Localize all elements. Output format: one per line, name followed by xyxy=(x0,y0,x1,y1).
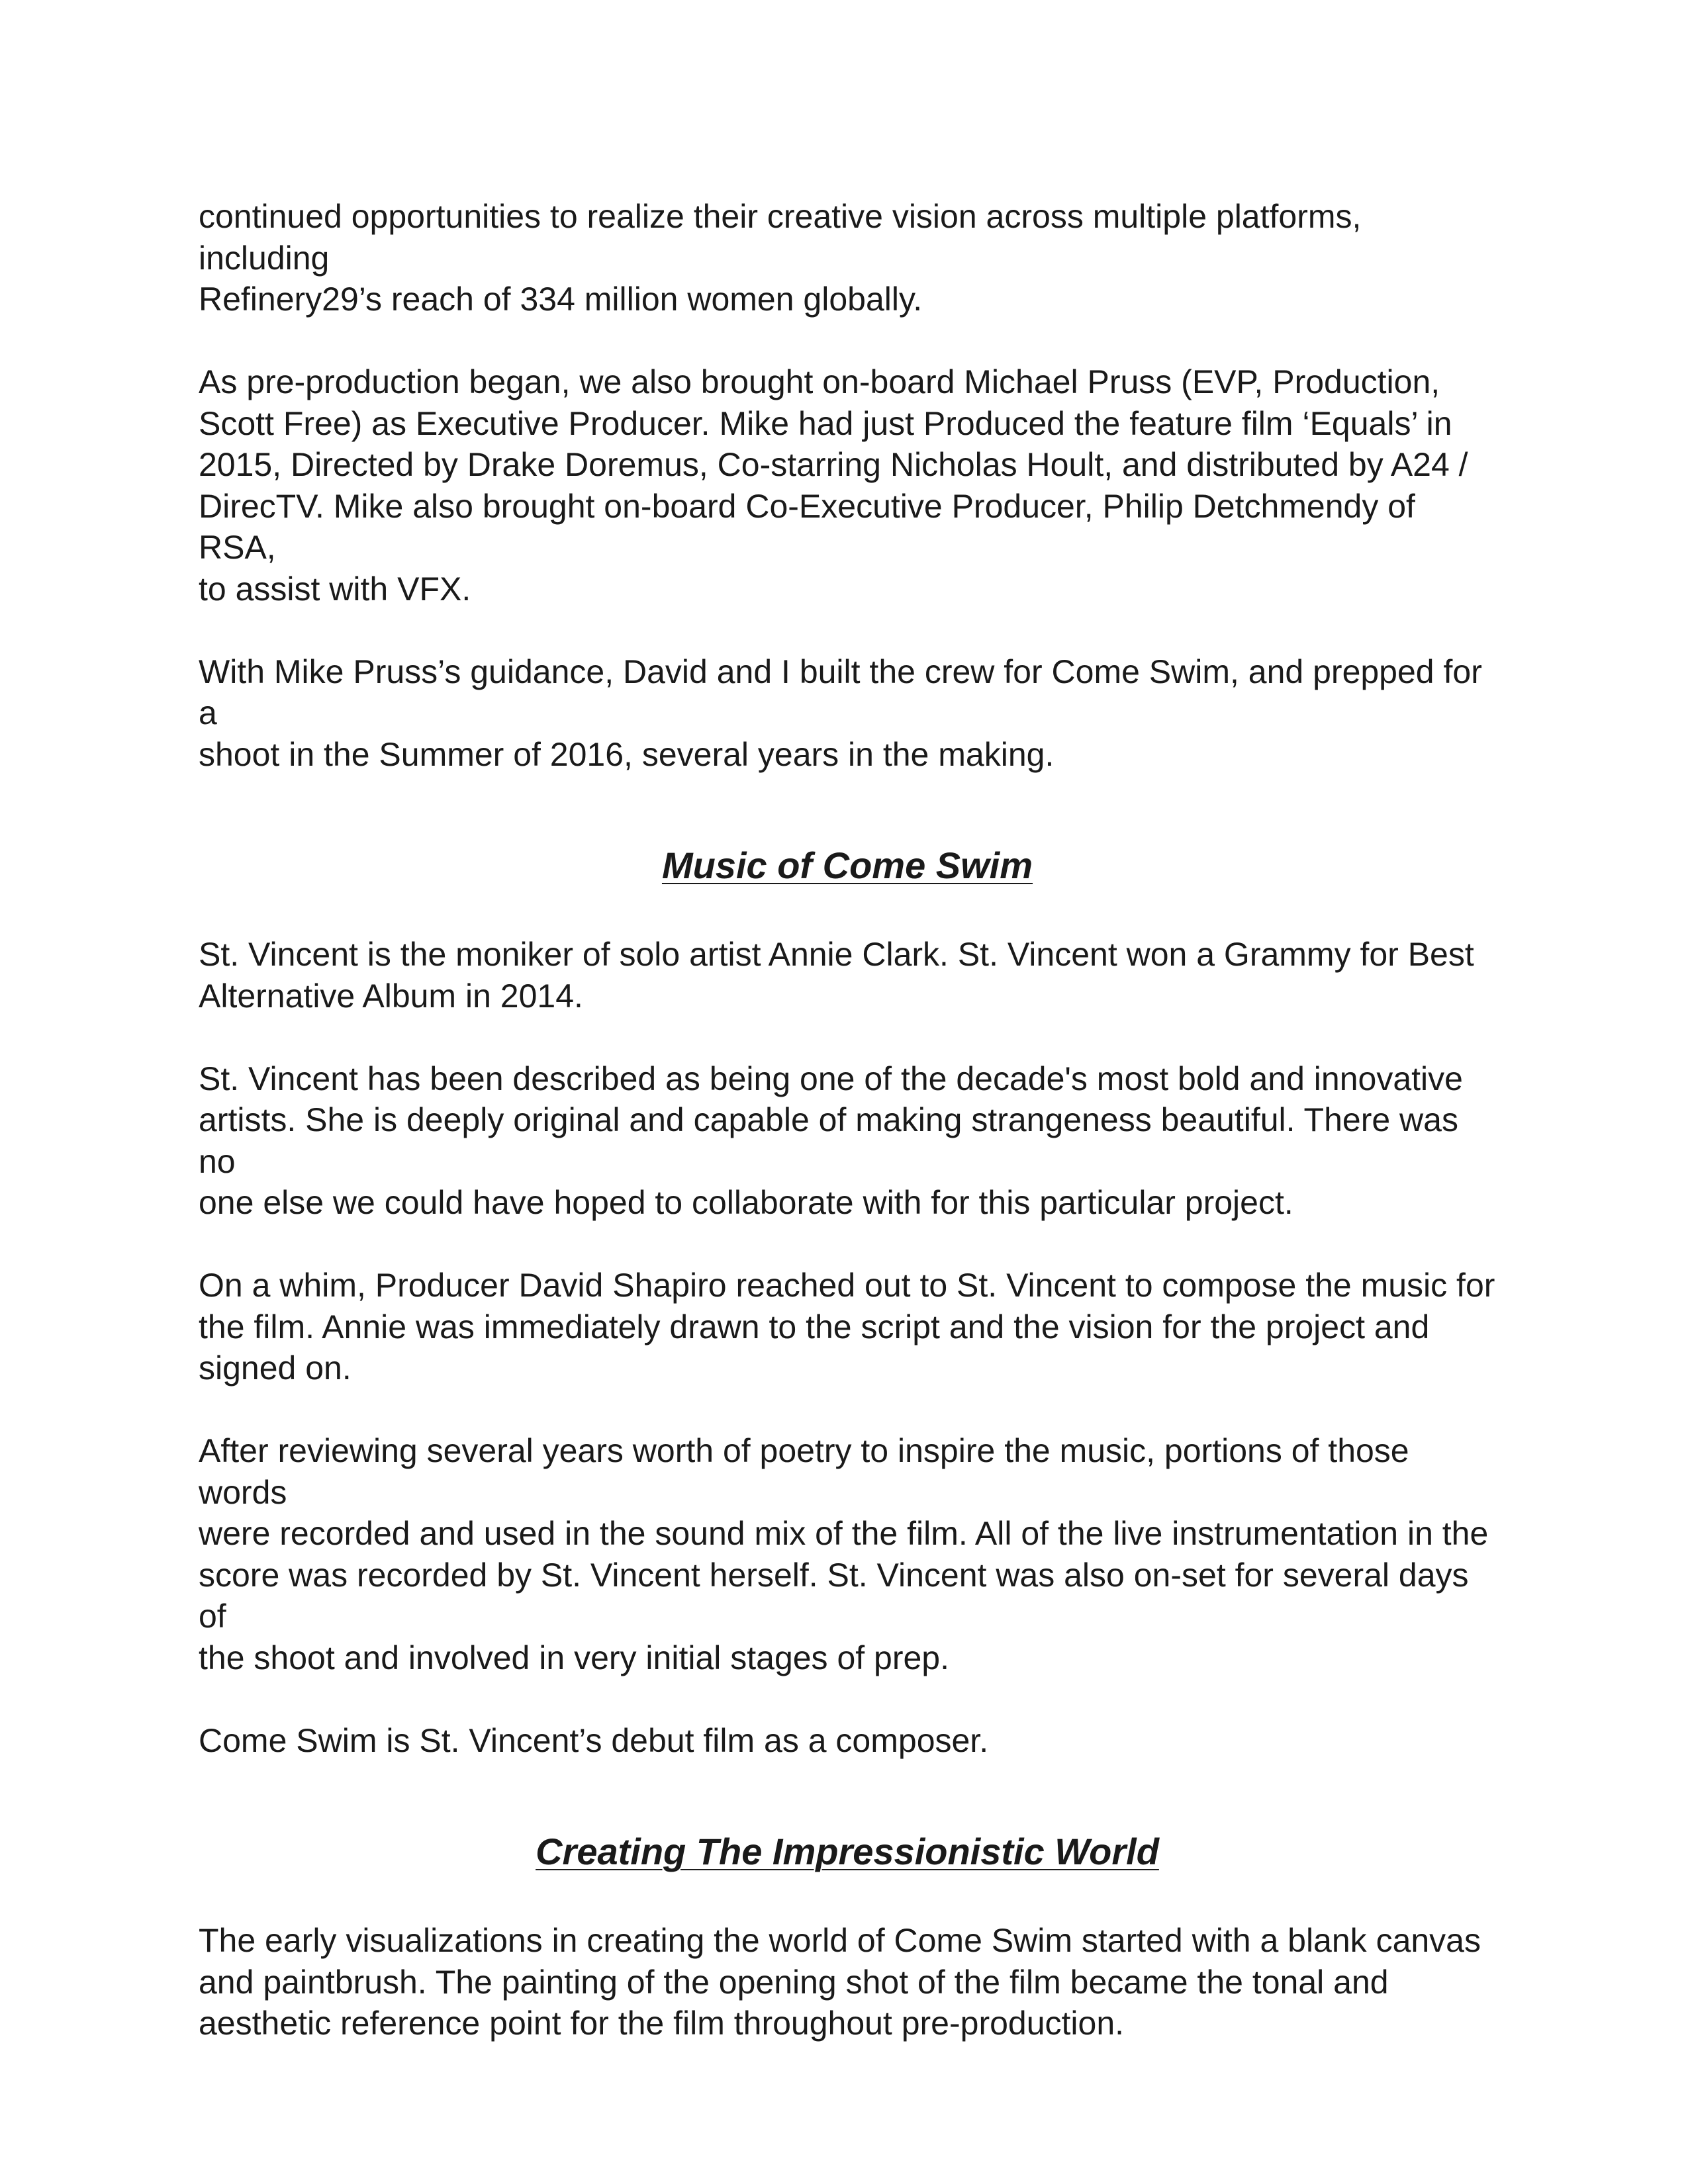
paragraph-intro-3: With Mike Pruss’s guidance, David and I built the crew for Come Swim, and prepped for a shoot in the Summer of 2016, several years in the making. xyxy=(199,653,1482,773)
paragraph-music-3: On a whim, Producer David Shapiro reached out to St. Vincent to compose the music for the film. Annie was immediately drawn to the script and the vision for the project and signed on. xyxy=(199,1267,1495,1387)
section-heading-music: Music of Come Swim xyxy=(661,844,1033,886)
section-heading-world: Creating The Impressionistic World xyxy=(536,1831,1159,1872)
paragraph-world-1: The early visualizations in creating the world of Come Swim started with a blank canvas and paintbrush. The painting of the opening shot of the film became the tonal and aesthetic reference point for the film throughout pre-production. xyxy=(199,1922,1481,2042)
document-body xyxy=(199,196,1496,2085)
paragraph-music-4: After reviewing several years worth of poetry to inspire the music, portions of those words were recorded and used in the sound mix of the film. All of the live instrumentation in the score was recorded by St. Vincent herself. St. Vincent was also on-set for several days of the shoot and involved in very initial stages of prep. xyxy=(199,1432,1489,1676)
paragraph-music-2: St. Vincent has been described as being one of the decade's most bold and innovative artists. She is deeply original and capable of making strangeness beautiful. There was no one else we could have hoped to collaborate with for this particular project. xyxy=(199,1060,1463,1221)
paragraph-music-5: Come Swim is St. Vincent’s debut film as a composer. xyxy=(199,1721,989,1759)
paragraph-music-1: St. Vincent is the moniker of solo artist Annie Clark. St. Vincent won a Grammy for Best Alternative Album in 2014. xyxy=(199,936,1474,1015)
paragraph-intro-1: continued opportunities to realize their creative vision across multiple platforms, including Refinery29’s reach of 334 million women globally. xyxy=(199,198,1362,318)
paragraph-intro-2: As pre-production began, we also brought on-board Michael Pruss (EVP, Production, Scott Free) as Executive Producer. Mike had just Produced the feature film ‘Equals’ in 2015, Directed by Drake Doremus, Co-starring Nicholas Hoult, and distributed by A24 / DirecTV. Mike also brought on-board Co-Executive Producer, Philip Detchmendy of RSA, to assist with VFX. xyxy=(199,363,1468,608)
